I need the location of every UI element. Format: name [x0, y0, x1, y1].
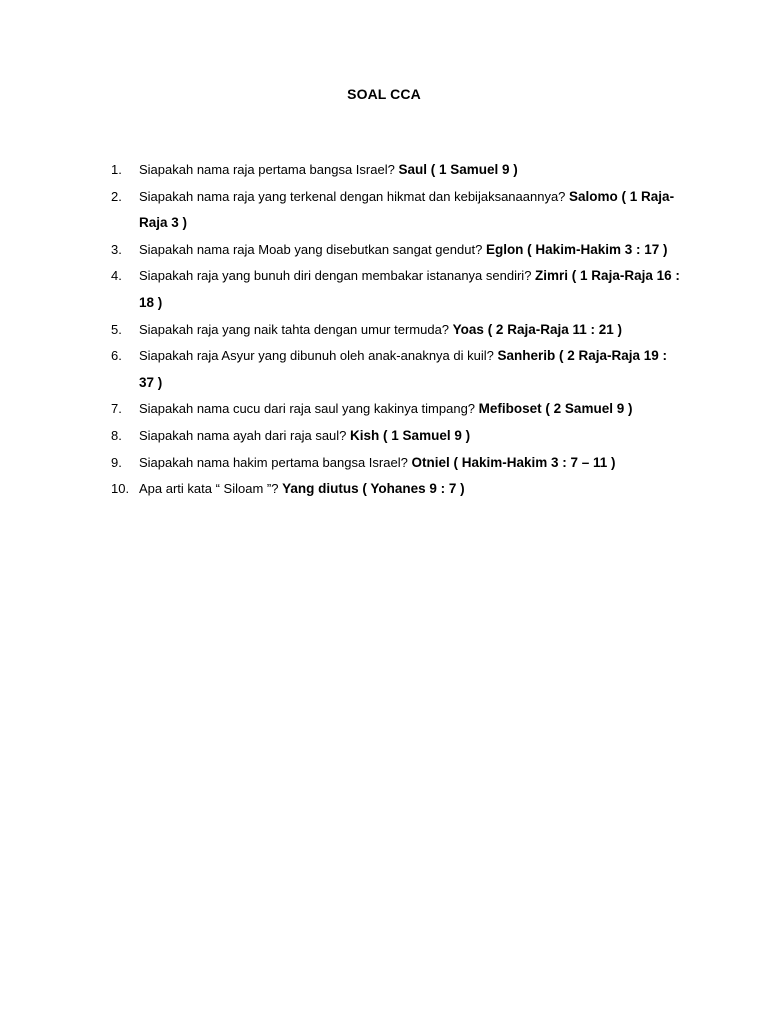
- question-number: 4.: [111, 268, 122, 284]
- question-text: Siapakah nama hakim pertama bangsa Israel?: [139, 454, 408, 470]
- list-item: [111, 237, 681, 264]
- list-item: [111, 343, 681, 396]
- question-number: 7.: [111, 401, 122, 417]
- answer-text: Yoas ( 2 Raja-Raja 11 : 21 ): [452, 321, 623, 337]
- question-number: 8.: [111, 427, 122, 443]
- question-number: 10.: [111, 481, 130, 497]
- answer-text: Saul ( 1 Samuel 9 ): [398, 162, 518, 177]
- question-number: 6.: [111, 348, 122, 364]
- question-number: 2.: [111, 188, 122, 204]
- list-item: [111, 396, 681, 423]
- answer-text: Mefiboset ( 2 Samuel 9 ): [478, 401, 633, 417]
- question-number: 9.: [111, 454, 122, 470]
- question-text: Siapakah nama raja yang terkenal dengan hikmat dan kebijaksanaannya?: [139, 188, 566, 204]
- question-text: Siapakah nama ayah dari raja saul?: [139, 427, 347, 443]
- answer-text: Kish ( 1 Samuel 9 ): [350, 427, 471, 443]
- list-item: [111, 450, 681, 477]
- question-number: 1.: [111, 162, 122, 177]
- question-text: Siapakah raja yang bunuh diri dengan membakar istananya sendiri?: [139, 268, 532, 284]
- list-item: [111, 423, 681, 450]
- answer-text: Yang diutus ( Yohanes 9 : 7 ): [282, 481, 465, 497]
- list-item: [111, 184, 681, 237]
- answer-text: Zimri ( 1 Raja-Raja 16 : 18 ): [139, 268, 680, 310]
- answer-text: Sanherib ( 2 Raja-Raja 19 : 37 ): [139, 348, 668, 390]
- question-text: Siapakah raja Asyur yang dibunuh oleh anak-anaknya di kuil?: [139, 348, 494, 364]
- question-number: 3.: [111, 241, 122, 257]
- answer-text: Eglon ( Hakim-Hakim 3 : 17 ): [485, 241, 668, 257]
- question-text: Siapakah raja yang naik tahta dengan umur termuda?: [139, 321, 450, 337]
- question-text: Apa arti kata “ Siloam ”?: [139, 481, 279, 497]
- page-title: SOAL CCA: [347, 86, 421, 102]
- answer-text: Otniel ( Hakim-Hakim 3 : 7 – 11 ): [411, 454, 616, 470]
- question-number: 5.: [111, 321, 122, 337]
- question-list: [111, 157, 681, 503]
- question-text: Siapakah nama raja Moab yang disebutkan sangat gendut?: [139, 241, 483, 257]
- question-text: Siapakah nama raja pertama bangsa Israel?: [139, 162, 395, 177]
- answer-text: Salomo ( 1 Raja-Raja 3 ): [139, 188, 675, 231]
- list-item: [111, 317, 681, 344]
- list-item: [111, 157, 681, 184]
- question-text: Siapakah nama cucu dari raja saul yang kakinya timpang?: [139, 401, 476, 417]
- list-item: [111, 263, 681, 316]
- list-item: [111, 476, 681, 503]
